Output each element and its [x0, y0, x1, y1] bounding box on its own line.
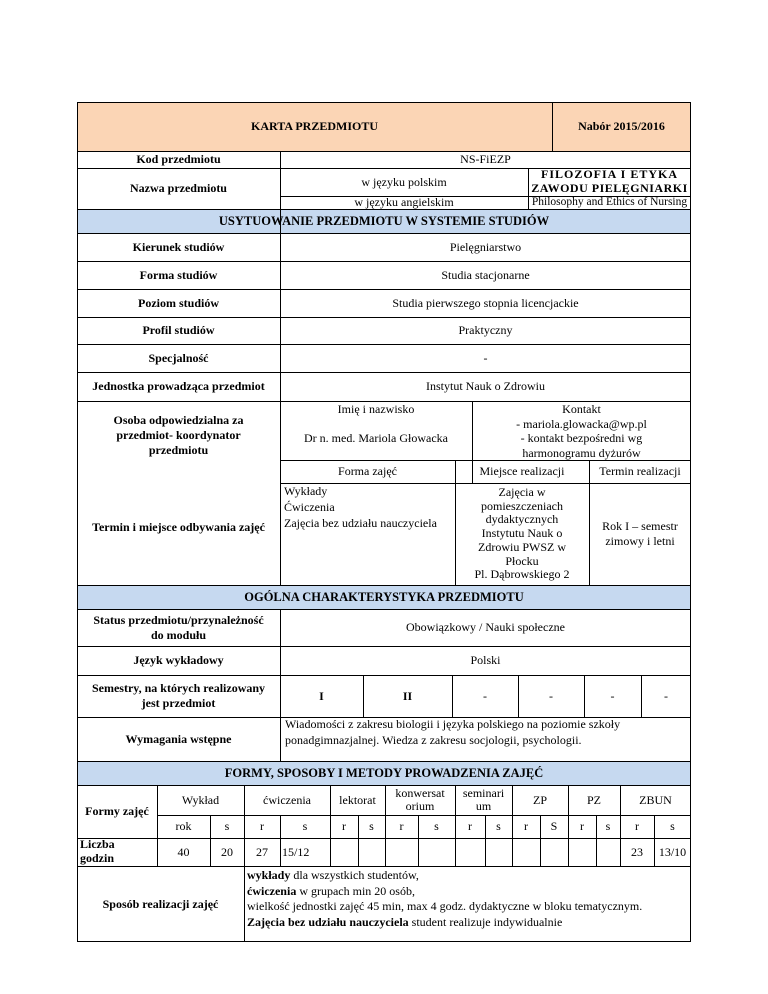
specialty-label: Specjalność — [148, 350, 209, 365]
course-code-label: Kod przedmiotu — [136, 152, 221, 167]
form-subheader: r — [468, 819, 472, 834]
hours-value: 27 — [256, 844, 268, 859]
status-label — [77, 609, 280, 646]
schedule-form-exercises: Ćwiczenia — [284, 500, 335, 515]
form-subheader: s — [605, 819, 611, 834]
hours-value: 13/10 — [658, 844, 687, 859]
status-label-line1: Status przedmiotu/przynależność — [93, 612, 264, 627]
hours-value: 23 — [631, 844, 643, 859]
form-subheader: r — [399, 819, 404, 834]
course-code-value: NS-FiEZP — [460, 152, 511, 167]
card-title: KARTA PRZEDMIOTU — [250, 119, 379, 134]
semester-value: I — [319, 688, 324, 703]
semesters-label-line1: Semestry, na których realizowany — [91, 681, 266, 695]
method-line2-rest: w grupach min 20 osób, — [296, 883, 415, 898]
method-line1 — [247, 868, 419, 884]
method-line3: wielkość jednostki zajęć 45 min, max 4 godz. dydaktyczne w bloku tematycznym. — [247, 899, 643, 914]
schedule-term-header: Termin realizacji — [599, 464, 681, 479]
forms-label: Formy zajęć — [85, 804, 149, 819]
form-type-header-line1: konwersat — [395, 785, 445, 800]
semester-value: - — [483, 688, 487, 703]
recruitment-year: Nabór 2015/2016 — [578, 119, 665, 134]
form-type-header: ćwiczenia — [263, 792, 311, 807]
semesters-label — [77, 675, 280, 717]
coordinator-name: Dr n. med. Mariola Głowacka — [304, 431, 448, 446]
status-value: Obowiązkowy / Nauki społeczne — [406, 620, 565, 635]
study-form-label: Forma studiów — [139, 267, 218, 282]
form-subheader: s — [369, 819, 374, 834]
course-name-pl-label: w języku polskim — [361, 174, 447, 189]
form-type-header: ZP — [532, 792, 547, 807]
hours-label-line2: godzin — [80, 851, 115, 865]
form-subheader: rok — [175, 819, 192, 834]
form-subheader: s — [434, 819, 439, 834]
method-line1-rest: dla wszystkich studentów, — [290, 868, 419, 882]
coordinator-label — [77, 401, 280, 470]
language-label: Język wykładowy — [133, 653, 224, 668]
requirements-line1: Wiadomości z zakresu biologii i języka polskiego na poziomie szkoły — [285, 717, 621, 731]
form-type-header — [385, 785, 455, 815]
form-subheader: r — [342, 819, 346, 834]
form-subheader: s — [496, 819, 501, 834]
form-subheader: s — [670, 819, 675, 834]
schedule-term-line2: zimowy i letni — [605, 534, 675, 548]
hours-value: 15/12 — [282, 844, 310, 859]
semester-value: - — [610, 688, 615, 703]
study-field-label: Kierunek studiów — [132, 239, 225, 254]
coordinator-name-header: Imię i nazwisko — [337, 401, 415, 416]
form-subheader: S — [550, 819, 558, 834]
form-type-header-line2: orium — [405, 799, 435, 813]
method-line1-bold: wykłady — [247, 868, 291, 882]
status-label-line2: do modułu — [150, 627, 207, 642]
course-name-pl-value — [528, 168, 691, 196]
requirements-label: Wymagania wstępne — [125, 731, 232, 746]
form-subheader: s — [224, 819, 230, 834]
hours-label — [77, 838, 157, 866]
form-subheader: r — [260, 819, 264, 834]
unit-value: Instytut Nauk o Zdrowiu — [426, 379, 545, 394]
course-name-en-label: w języku angielskim — [354, 195, 454, 210]
schedule-place-line: dydaktycznych — [485, 512, 559, 527]
semester-value: - — [664, 688, 668, 703]
method-line2-bold: ćwiczenia — [247, 883, 297, 898]
schedule-place-line: Pl. Dąbrowskiego 2 — [474, 567, 570, 582]
coordinator-label-line1: Osoba odpowiedzialna za — [113, 413, 244, 427]
schedule-forms — [284, 483, 455, 585]
semesters-label-line2: jest przedmiot — [141, 696, 216, 710]
schedule-place-header: Miejsce realizacji — [479, 464, 565, 479]
method-line4 — [247, 915, 562, 931]
method-label: Sposób realizacji zajęć — [102, 896, 219, 911]
hours-label-line1: Liczba — [80, 837, 115, 852]
section-formy: FORMY, SPOSOBY I METODY PROWADZENIA ZAJĘĆ — [224, 765, 544, 780]
course-name-pl-line1: FILOZOFIA I ETYKA — [540, 167, 679, 182]
form-subheader: r — [524, 819, 528, 834]
method-value — [247, 866, 689, 942]
form-type-header-line1: seminari — [462, 785, 505, 800]
study-form-value: Studia stacjonarne — [441, 267, 530, 282]
study-field-value: Pielęgniarstwo — [449, 239, 522, 254]
form-subheader: r — [580, 819, 584, 834]
form-type-header: ZBUN — [639, 792, 672, 807]
method-line2 — [247, 884, 415, 900]
course-name-label: Nazwa przedmiotu — [130, 181, 227, 196]
schedule-term-line1: Rok I – semestr — [602, 519, 678, 533]
coordinator-contact-line3: harmonogramu dyżurów — [522, 445, 641, 460]
study-profile-value: Praktyczny — [458, 323, 513, 338]
hours-value: 20 — [221, 844, 233, 859]
schedule-form-header: Forma zajęć — [338, 464, 397, 479]
schedule-place-line: Płocku — [505, 553, 539, 568]
coordinator-label-line3: przedmiotu — [148, 443, 209, 457]
schedule-place-line: Instytutu Nauk o — [481, 526, 563, 541]
form-subheader: s — [302, 819, 308, 834]
form-type-header — [455, 785, 512, 815]
schedule-place — [455, 483, 589, 585]
form-subheader: r — [635, 819, 639, 834]
study-level-value: Studia pierwszego stopnia licencjackie — [392, 295, 579, 310]
unit-label: Jednostka prowadząca przedmiot — [92, 379, 265, 394]
course-name-en-value: Philosophy and Ethics of Nursing — [531, 195, 688, 208]
form-type-header: Wykład — [181, 792, 220, 807]
course-name-pl-line2: ZAWODU PIELĘGNIARKI — [531, 181, 688, 195]
semester-value: II — [402, 688, 413, 703]
method-line4-bold: Zajęcia bez udziału nauczyciela — [247, 914, 409, 929]
coordinator-contact-line2: - kontakt bezpośredni wg — [520, 431, 643, 446]
schedule-place-line: Zdrowiu PWSZ w — [478, 539, 566, 554]
coordinator-label-line2: przedmiot- koordynator — [116, 428, 241, 442]
specialty-value: - — [483, 350, 488, 365]
schedule-term — [589, 483, 691, 585]
semester-value: - — [549, 688, 553, 703]
schedule-place-line: pomieszczeniach — [481, 498, 563, 513]
study-level-label: Poziom studiów — [138, 295, 219, 310]
requirements-line2: ponadgimnazjalnej. Wiedza z zakresu socjologii, psychologii. — [285, 732, 582, 747]
coordinator-contact — [472, 417, 691, 460]
section-usytuowanie: USYTUOWANIE PRZEDMIOTU W SYSTEMIE STUDIÓW — [218, 213, 550, 228]
form-type-header-line2: um — [475, 799, 492, 813]
schedule-form-self: Zajęcia bez udziału nauczyciela — [284, 516, 437, 531]
study-profile-label: Profil studiów — [142, 323, 215, 338]
coordinator-contact-header: Kontakt — [562, 401, 601, 416]
hours-value: 40 — [177, 844, 190, 859]
schedule-label: Termin i miejsce odbywania zajęć — [92, 520, 265, 535]
language-value: Polski — [470, 653, 501, 668]
schedule-place-line: Zajęcia w — [498, 484, 546, 499]
schedule-form-lecture: Wykłady — [284, 484, 328, 498]
form-type-header: lektorat — [339, 792, 376, 807]
form-type-header: PZ — [586, 792, 601, 807]
method-line4-rest: student realizuje indywidualnie — [408, 914, 563, 929]
requirements-value — [285, 717, 689, 761]
coordinator-email[interactable]: - mariola.glowacka@wp.pl — [516, 416, 647, 431]
section-charakterystyka: OGÓLNA CHARAKTERYSTYKA PRZEDMIOTU — [244, 589, 524, 604]
